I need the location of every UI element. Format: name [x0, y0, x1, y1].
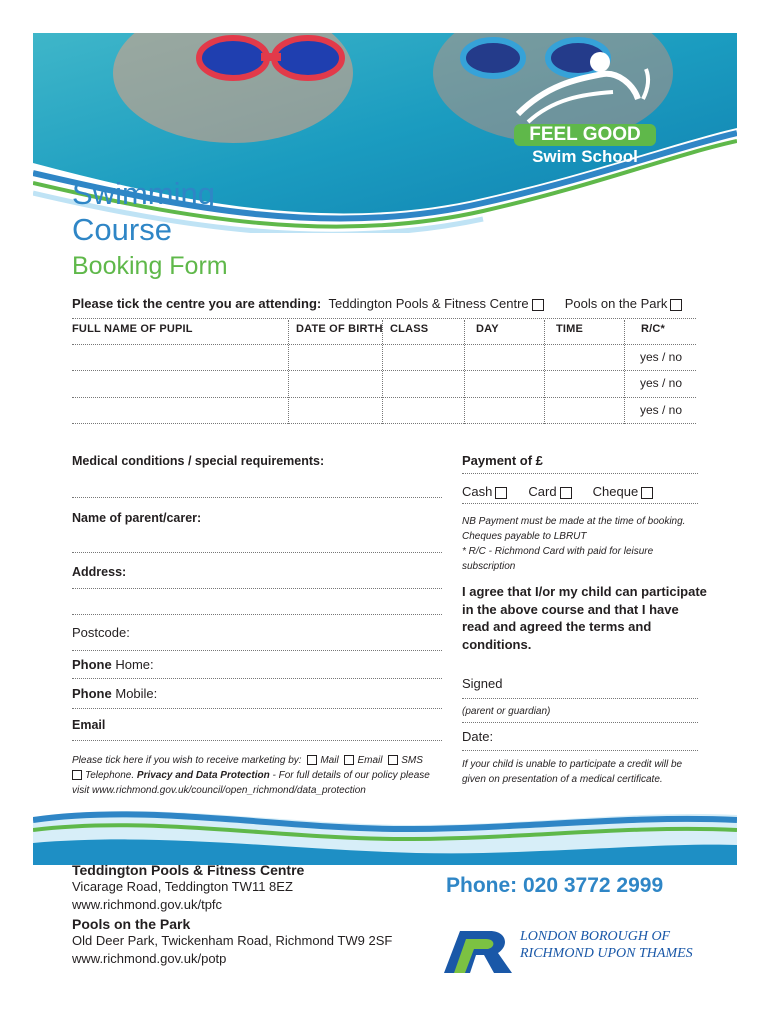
page-subtitle: Booking Form: [72, 252, 228, 280]
col-divider: [464, 320, 465, 424]
footer-wave: [33, 795, 737, 865]
privacy-text: - For full details of our policy please: [272, 770, 430, 781]
cash-label: Cash: [462, 484, 493, 499]
mail-checkbox[interactable]: [307, 755, 317, 765]
swimmer-logo-icon: [508, 44, 658, 124]
cheque-checkbox[interactable]: [641, 487, 653, 499]
phone-mobile-bold: Phone: [72, 686, 112, 701]
signed-label: Signed: [462, 676, 503, 691]
credit-note: [462, 757, 712, 787]
cheque-label: Cheque: [592, 484, 639, 499]
phone-home-text: Home:: [115, 657, 154, 672]
parent-label: Name of parent/carer:: [72, 511, 202, 525]
centre-select: [72, 296, 685, 311]
phone-home-label: [72, 657, 154, 672]
marketing-section: [72, 753, 452, 798]
col-divider: [624, 320, 625, 424]
council-logo: [440, 925, 518, 975]
council-name: [520, 928, 693, 962]
postcode-field[interactable]: [72, 650, 442, 651]
signature-field[interactable]: [462, 698, 698, 699]
col-divider: [288, 320, 289, 424]
parent-field[interactable]: [72, 552, 442, 553]
table-row-rc[interactable]: yes / no: [640, 403, 683, 417]
centre-option-teddington: Teddington Pools & Fitness Centre: [328, 296, 529, 311]
table-row-rule: [72, 344, 696, 345]
centre-prompt: Please tick the centre you are attending:: [72, 296, 322, 311]
page-title: [72, 176, 215, 248]
payment-rule: [462, 503, 698, 504]
wave-decoration-icon: [33, 795, 737, 865]
teddington-checkbox[interactable]: [532, 299, 544, 311]
email-opt-label: Email: [357, 755, 383, 766]
footer-addresses: [72, 862, 442, 968]
note-4: subscription: [462, 561, 516, 572]
title-line1: Swimming: [72, 176, 215, 211]
guardian-rule: [462, 722, 698, 723]
date-field[interactable]: [462, 750, 698, 751]
email-field[interactable]: [72, 740, 442, 741]
council-line2: RICHMOND UPON THAMES: [520, 946, 693, 961]
table-row-rule: [72, 370, 696, 371]
sms-checkbox[interactable]: [388, 755, 398, 765]
payment-label: [462, 453, 543, 468]
email-checkbox[interactable]: [344, 755, 354, 765]
sms-label: SMS: [401, 755, 423, 766]
payment-field[interactable]: [462, 473, 698, 474]
cash-checkbox[interactable]: [495, 487, 507, 499]
mail-label: Mail: [320, 755, 339, 766]
table-row-rc[interactable]: yes / no: [640, 350, 683, 364]
header-dob: DATE OF BIRTH: [296, 323, 383, 335]
note-1: NB Payment must be made at the time of booking.: [462, 516, 686, 527]
address-field-2[interactable]: [72, 614, 442, 615]
centre1-link[interactable]: www.richmond.gov.uk/tpfc: [72, 897, 223, 912]
header-name: FULL NAME OF PUPIL: [72, 323, 193, 335]
phone-mobile-label: [72, 686, 157, 701]
card-checkbox[interactable]: [560, 487, 572, 499]
address-label: Address:: [72, 565, 127, 579]
phone-home-field[interactable]: [72, 678, 442, 679]
card-label: Card: [528, 484, 557, 499]
table-top-rule: [72, 318, 696, 319]
note-2: Cheques payable to LBRUT: [462, 531, 587, 542]
date-label: Date:: [462, 729, 494, 744]
privacy-url: visit www.richmond.gov.uk/council/open_richmond/data_protection: [72, 785, 366, 796]
marketing-prompt: Please tick here if you wish to receive marketing by:: [72, 755, 302, 766]
table-row-rc[interactable]: yes / no: [640, 376, 683, 390]
medical-label: Medical conditions / special requirements:: [72, 454, 325, 468]
table-row-rule: [72, 423, 696, 424]
title-line2: Course: [72, 212, 172, 247]
richmond-logo-icon: [440, 925, 518, 975]
centre1-name: Teddington Pools & Fitness Centre: [72, 862, 305, 878]
guardian-label: (parent or guardian): [462, 706, 551, 717]
agreement-text: I agree that I/or my child can participate in the above course and that I have read and agreed the terms and conditions.: [462, 584, 707, 652]
phone-home-bold: Phone: [72, 657, 112, 672]
centre2-link[interactable]: www.richmond.gov.uk/potp: [72, 951, 227, 966]
phone-mobile-text: Mobile:: [115, 686, 158, 701]
note-3: * R/C - Richmond Card with paid for leisure: [462, 546, 654, 557]
credit-line2: given on presentation of a medical certificate.: [462, 774, 663, 785]
address-field[interactable]: [72, 588, 442, 589]
col-divider: [544, 320, 545, 424]
privacy-heading: Privacy and Data Protection: [136, 770, 270, 781]
payment-methods: [462, 484, 656, 499]
payment-notes: [462, 514, 707, 574]
postcode-label: Postcode:: [72, 625, 130, 640]
medical-field[interactable]: [72, 497, 442, 498]
col-divider: [382, 320, 383, 424]
header-class: CLASS: [390, 323, 429, 335]
payment-text: Payment of £: [462, 453, 543, 468]
email-label: Email: [72, 718, 106, 732]
phone-number: Phone: 020 3772 2999: [446, 874, 664, 897]
credit-line1: If your child is unable to participate a credit will be: [462, 759, 683, 770]
feel-good-logo: [508, 44, 658, 169]
brand-name-line2: Swim School: [532, 147, 638, 166]
council-line1: LONDON BOROUGH OF: [520, 929, 671, 944]
telephone-checkbox[interactable]: [72, 770, 82, 780]
header-time: TIME: [556, 323, 584, 335]
telephone-label: Telephone.: [85, 770, 135, 781]
centre1-address: Vicarage Road, Teddington TW11 8EZ: [72, 879, 293, 894]
header-rc: R/C*: [641, 323, 666, 335]
header-day: DAY: [476, 323, 499, 335]
centre2-address: Old Deer Park, Twickenham Road, Richmond TW9 2SF: [72, 933, 393, 948]
phone-mobile-field[interactable]: [72, 708, 442, 709]
centre-option-pools-on-park: Pools on the Park: [564, 296, 668, 311]
centre2-name: Pools on the Park: [72, 916, 191, 932]
pools-on-park-checkbox[interactable]: [670, 299, 682, 311]
brand-name-line1: FEEL GOOD: [514, 124, 656, 146]
table-row-rule: [72, 397, 696, 398]
